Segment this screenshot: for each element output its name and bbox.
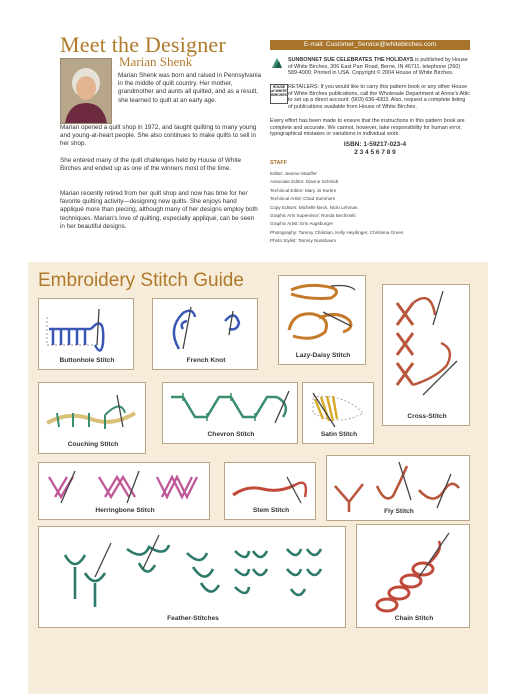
bio-paragraph: Marian recently retired from her quilt shop and now has time for her favorite quilting activity—designing new quilts. She enjoys hand appliqué more than piecing, although many of her designs employ both techniques. Marian's love of quilting, especially appliqué, can be seen in her beautiful designs.: [60, 190, 258, 230]
staff-item: Technical Editor: Mary Jo Kurten: [270, 187, 337, 193]
stitch-card-satin: [302, 382, 374, 444]
stitch-label: Couching Stitch: [67, 441, 119, 448]
stitch-guide-title: Embroidery Stitch Guide: [38, 270, 244, 291]
stitch-card-fly: [326, 455, 470, 521]
retailers-notice: RETAILERS: If you would like to carry this pattern book or any other House of White Birches publications, call the Wholesale Department at Annie's Attic to set up a direct account: (903) 636-4303. Also, request a complete listing of publications available from House of White Birches.: [288, 84, 471, 110]
publisher-logo: HOUSE of WHITE BIRCHES: [270, 84, 288, 104]
stitch-card-chain: [356, 524, 470, 628]
staff-item: Graphic Artist: Erin Augsburger: [270, 221, 334, 227]
stitch-label: Chevron Stitch: [207, 431, 255, 438]
cross-stitch-icon: [383, 285, 471, 427]
staff-item: Photography: Tammy Christian, Kelly Heydinger, Christena Green: [270, 229, 404, 235]
stitch-label: Herringbone Stitch: [95, 507, 155, 514]
bio-paragraph: She entered many of the quilt challenges held by House of White Birches and ended up as one of the winners most of the time.: [60, 157, 241, 173]
stitch-label: Satin Stitch: [320, 431, 358, 438]
stitch-card-buttonhole: [38, 298, 134, 370]
staff-list: [270, 170, 470, 246]
publication-details: is published by House of White Birches, 306 East Parr Road, Berne, IN 46711, telephone (260) 589-4000. Printed in USA. Copyright © 2004 House of White Birches.: [288, 57, 468, 77]
bio-paragraph: Marian opened a quilt shop in 1972, and taught quilting to many young and young-at-heart people. She also continues to make quilts to sell in her shop.: [60, 124, 257, 148]
designer-name: Marian Shenk: [119, 54, 193, 69]
stitch-card-couching: [38, 382, 146, 454]
stitch-card-chevron: [162, 382, 298, 444]
stitch-label: Buttonhole Stitch: [59, 357, 115, 364]
staff-item: Editor: Jeanne Stauffer: [270, 171, 317, 176]
staff-item: Technical Artist: Chad Summers: [270, 196, 336, 202]
designer-heading: Meet the Designer: [60, 32, 226, 57]
stitch-card-stem: [224, 462, 316, 520]
designer-photo: [60, 58, 112, 124]
disclaimer: Every effort has been made to ensure that the instructions in this pattern book are complete and accurate. We cannot, however, take responsibility for human error, typographical mistakes or variations in individual work.: [270, 118, 465, 138]
chain-stitch-icon: [357, 525, 471, 629]
stitch-label: Chain Stitch: [394, 615, 434, 622]
stitch-label: Cross-Stitch: [407, 413, 447, 420]
stitch-card-french-knot: [152, 298, 258, 370]
feather-stitch-icon: [39, 527, 347, 629]
isbn-block: [330, 141, 420, 157]
staff-item: Photo Stylist: Tammy Nussbaum: [270, 238, 337, 244]
publication-notice: [288, 57, 471, 77]
stitch-label: French Knot: [186, 357, 226, 364]
sunbonnet-logo-icon: [270, 56, 284, 70]
stitch-label: Lazy-Daisy Stitch: [295, 352, 351, 359]
stitch-label: Feather-Stitches: [167, 615, 219, 622]
stitch-card-feather: [38, 526, 346, 628]
stitch-card-lazy-daisy: [278, 275, 366, 365]
stitch-card-cross-stitch: [382, 284, 470, 426]
staff-item: Copy Editors: Michelle Beck, Nicki Lehman: [270, 204, 358, 210]
isbn: ISBN: 1-59217-023-4: [343, 141, 407, 148]
email-bar[interactable]: E-mail: Customer_Service@whitebirches.com: [270, 40, 470, 50]
print-run: 2 3 4 5 6 7 8 9: [354, 149, 396, 156]
stitch-label: Fly Stitch: [384, 508, 414, 515]
staff-heading: STAFF: [270, 160, 287, 166]
bio-paragraph: Marian Shenk was born and raised in Pennsylvania in the middle of quilt country. Her mother, grandmother and aunts all quilted, and as a result, she learned to quilt at an early age.: [118, 72, 262, 104]
stitch-card-herringbone: [38, 462, 210, 520]
publication-title: SUNBONNET SUE CELEBRATES THE HOLIDAYS: [288, 57, 414, 63]
staff-item: Graphic Arts Supervisor: Ronda Bechinski: [270, 213, 356, 219]
stitch-label: Stem Stitch: [252, 507, 290, 514]
staff-item: Associate Editor: Dianne Schmidt: [270, 179, 339, 185]
